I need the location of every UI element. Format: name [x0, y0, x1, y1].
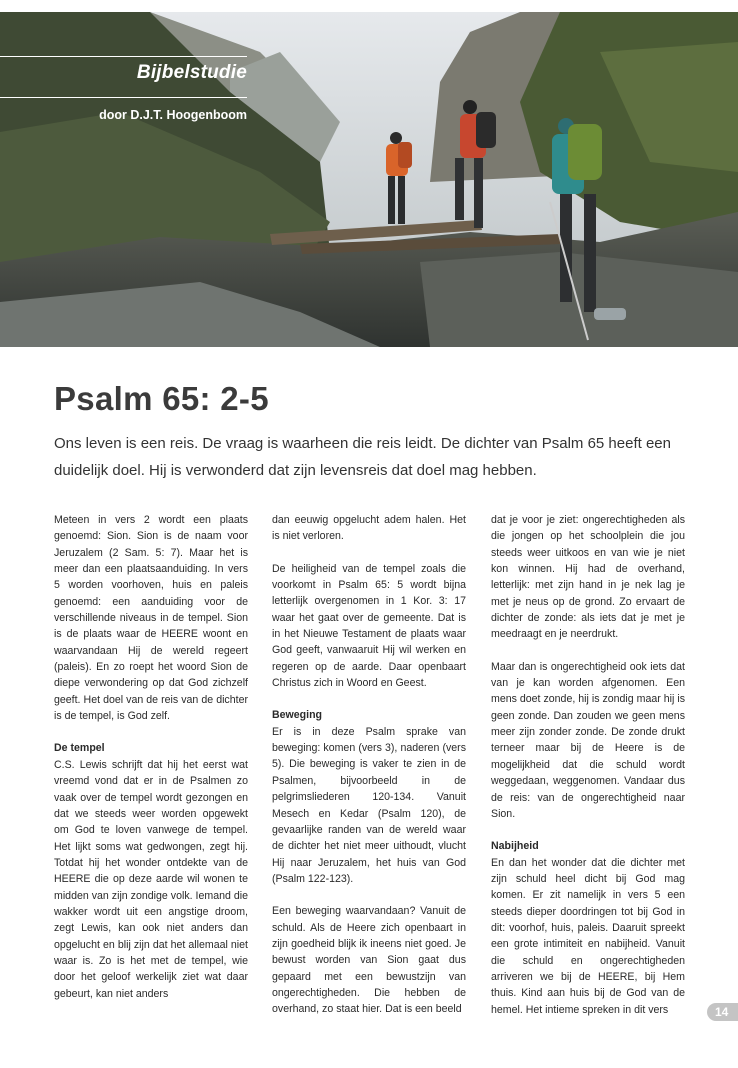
paragraph: dat je voor je ziet: ongerechtigheden als die jongen op het schoolplein die jou steeds weer uitkoos en van wie je niet kon winnen. Hij had de overhand, letterlijk: met zijn hand in je nek lag je met je neus op de grond. Zo ervaart de dichter de zonde: als iets dat je met je meedraagt en je neerdrukt.	[491, 514, 685, 641]
label-rule-bottom	[0, 97, 247, 98]
text-column-1	[54, 512, 248, 1002]
article-intro: Ons leven is een reis. De vraag is waarheen die reis leidt. De dichter van Psalm 65 heeft een duidelijk doel. Hij is verwonderd dat zijn levensreis dat doel mag hebben.	[54, 435, 671, 479]
paragraph: De heiligheid van de tempel zoals die voorkomt in Psalm 65: 5 wordt bijna letterlijk overgenomen in 1 Kor. 3: 17 waar het gaat over de gemeente. Dat is in het Nieuwe Testament de plaats waar God geeft, vanwaaruit Hij wil werken en regeren op de aarde. Daar openbaart Christus zich in Woord en Geest.	[272, 562, 466, 690]
hero-photo	[0, 12, 738, 347]
paragraph: C.S. Lewis schrijft dat hij het eerst wat vreemd vond dat er in de Psalmen zo vaak over de tempel wordt gezongen en dat we steeds weer worden opgewekt om God te loven vanwege de tempel. Het lijkt soms wat gedwongen, zegt hij. Totdat hij het wonder ontdekte van de HEERE die op deze aarde wil wonen te midden van zijn zondige volk. Iemand die wakker wordt uit een angstige droom, zegt Lewis, kan ook niet anders dan opgelucht en blij zijn dat het allemaal niet waar is. Zo is het met de tempel, wie door het geloof werkelijk ziet wat daar gebeurt, kan niet anders	[54, 758, 248, 1000]
paragraph: Maar dan is ongerechtigheid ook iets dat van je kan worden afgenomen. Een mens doet zonde, hij is zondig maar hij is geen zonde. Dan zouden we geen mens meer zijn zonder zonde. De zonde drukt terneer maar bij de Heere is de mogelijkheid dat die schuld wordt weggedaan, weggenomen. Vandaar dus de reis: van de ongerechtigheid naar Sion.	[491, 660, 685, 820]
article-title: Psalm 65: 2-5	[54, 380, 269, 417]
label-rule-top	[0, 56, 247, 57]
author-byline: door D.J.T. Hoogenboom	[99, 108, 247, 122]
text-column-2	[272, 512, 466, 1018]
paragraph: dan eeuwig opgelucht adem halen. Het is niet verloren.	[272, 514, 466, 543]
text-column-3	[491, 512, 685, 1018]
paragraph: En dan het wonder dat die dichter met zijn schuld heel dicht bij God mag komen. Er zit namelijk in vers 5 een steeds dieper doordringen tot bij God in dit: voorhof, huis, paleis. Daaruit spreekt een grote intimiteit en nabijheid. Vanuit die schuld en ongerechtigheden arriveren we bij de HEERE, bij Hem thuis. Kind aan huis bij de God van de hemel. Het intieme spreken in dit vers	[491, 856, 685, 1016]
paragraph: Meteen in vers 2 wordt een plaats genoemd: Sion. Sion is de naam voor Jeruzalem (2 Sam. 5: 7). Maar het is meer dan een plaatsaanduiding. In vers 5 worden voorhoven, huis en paleis genoemd: een aanduiding voor de verschillende niveaus in de tempel. Sion is de plaats waar de HEERE woont en waarvandaan Hij de wereld regeert (paleis). En zo roept het woord Sion de diepe verwondering op dat God zichzelf geeft. Het doel van de reis van de dichter is de tempel, is God zelf.	[54, 514, 248, 723]
subheading-nabijheid: Nabijheid	[491, 840, 539, 853]
paragraph: Er is in deze Psalm sprake van beweging: komen (vers 3), naderen (vers 5). Die beweging is vaker te zien in de Psalmen, bijvoorbeeld in de pelgrimsliederen 120-134. Vanuit Mesech en Kedar (Psalm 120), de gevaarlijke randen van de wereld waar de dichter het niet meer uithoudt, vlucht Hij naar Jeruzalem, het huis van God (Psalm 122-123).	[272, 725, 466, 885]
subheading-de-tempel: De tempel	[54, 742, 105, 755]
page-number: 14	[707, 1003, 738, 1021]
subheading-beweging: Beweging	[272, 709, 323, 722]
section-label: Bijbelstudie	[136, 62, 247, 83]
paragraph: Een beweging waarvandaan? Vanuit de schuld. Als de Heere zich openbaart in zijn goedheid blijk ik ineens niet goed. Je bewust worden van Sion gaat dus gepaard met een bewustzijn van ongerechtigheden. Die hebben de overhand, zo staat hier. Dat is een beeld	[272, 905, 466, 1016]
